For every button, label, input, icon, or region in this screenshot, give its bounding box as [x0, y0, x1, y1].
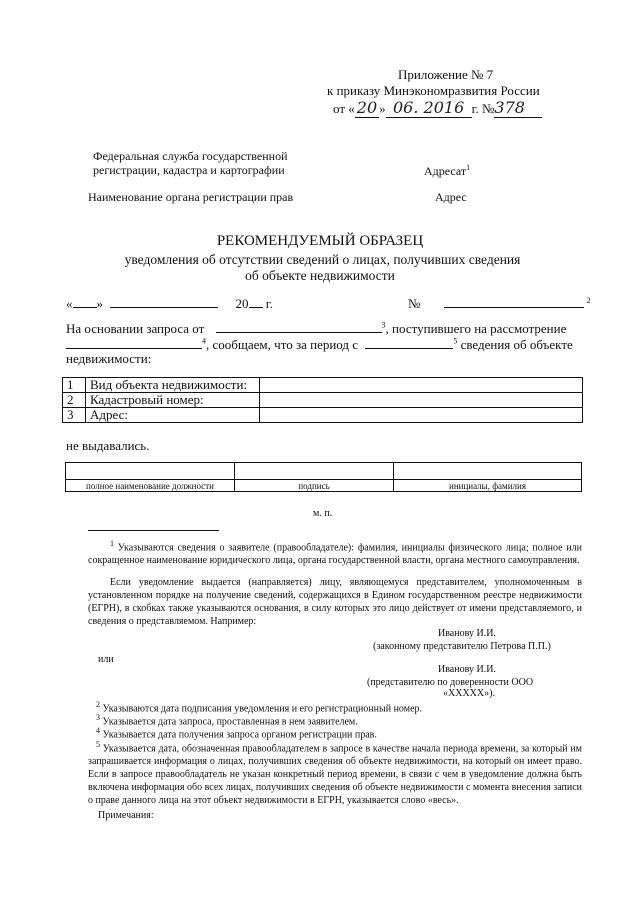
title-sub2: об объекте недвижимости [245, 268, 395, 283]
date-year: 20 [235, 296, 249, 311]
agency-line2: регистрации, кадастра и картографии [93, 163, 285, 177]
appendix-number: 378 [494, 98, 542, 118]
row-number: 2 [63, 393, 86, 408]
footnote-5-sup: 5 [96, 740, 100, 749]
appendix-day: 20 [356, 98, 378, 117]
request-date-blank [216, 320, 382, 333]
addressee-label [424, 163, 470, 179]
example2-note2: «ХХХХХ»). [443, 688, 495, 699]
date-quote-close: » [96, 296, 103, 311]
or-text: или [98, 654, 114, 665]
row-value [260, 393, 583, 408]
name-blank [394, 463, 582, 480]
footnote-1-text: Указываются сведения о заявителе (правообладателе): фамилия, инициалы физического лица; полное или сокращенное наименование юридического лица, органа государственной власти, органа местного самоуправления. [88, 542, 583, 567]
appendix-line2: к приказу Минэкономразвития России [327, 83, 540, 98]
footnote-3-text: Указывается дата запроса, проставленная в нем заявителем. [102, 716, 358, 728]
page-title: РЕКОМЕНДУЕМЫЙ ОБРАЗЕЦ [216, 233, 424, 249]
row-label: Кадастровый номер: [86, 393, 260, 408]
addressee-text: Адресат [424, 164, 467, 178]
number-sign: № [408, 296, 421, 311]
signature-label: подпись [235, 480, 394, 492]
date-quote-open: « [66, 296, 73, 311]
example1-note: (законному представителю Петрова П.П.) [373, 641, 551, 652]
signature-table [65, 462, 582, 492]
body-p2b: сведения об объекте [460, 337, 573, 352]
footnote-3-sup: 3 [96, 713, 100, 722]
row-label: Вид объекта недвижимости: [86, 378, 260, 393]
notes-label: Примечания: [98, 810, 154, 821]
body-line3: недвижимости: [66, 351, 152, 366]
number-line [408, 295, 591, 312]
footnote-1-sup: 1 [110, 539, 114, 548]
name-label: инициалы, фамилия [394, 480, 582, 492]
appendix-line3 [333, 98, 542, 118]
row-value [260, 408, 583, 423]
table-row [63, 408, 583, 423]
date-g: г. [265, 296, 273, 311]
example2-name: Иванову И.И. [438, 664, 496, 675]
row-value [260, 378, 583, 393]
date-month-blank [110, 295, 218, 308]
table-row [63, 393, 583, 408]
body-sup3: 3 [381, 320, 386, 330]
signature-label-row [66, 480, 582, 492]
appendix-ot: от « [333, 101, 355, 116]
appendix-quote-close: » [379, 101, 386, 116]
table-row [63, 378, 583, 393]
position-label: полное наименование должности [66, 480, 235, 492]
footnote-5 [88, 738, 582, 807]
stamp-label: м. п. [313, 508, 333, 519]
agency-line1: Федеральная служба государственной [93, 149, 288, 163]
example2-note1: (представителю по доверенности ООО [367, 677, 534, 688]
address-label: Адрес [435, 190, 467, 204]
not-issued-text: не выдавались. [66, 438, 150, 453]
signature-blank [235, 463, 394, 480]
position-blank [66, 463, 235, 480]
appendix-month-year: 06. 2016 [386, 98, 472, 118]
agency-line3: Наименование органа регистрации прав [88, 190, 294, 204]
appendix-line1: Приложение № 7 [398, 67, 494, 82]
row-number: 1 [63, 378, 86, 393]
date-line [66, 295, 273, 312]
example1-name: Иванову И.И. [438, 628, 496, 639]
addressee-sup: 1 [466, 163, 471, 172]
date-year-blank [249, 295, 263, 308]
footnote-4-text: Указывается дата получения запроса органом регистрации прав. [102, 729, 377, 741]
number-sup: 2 [586, 295, 591, 305]
body-sup4: 4 [202, 336, 206, 346]
title-sub1: уведомления об отсутствии сведений о лицах, получивших сведения [124, 252, 521, 267]
footnote-2-sup: 2 [96, 700, 100, 709]
body-line1 [66, 320, 566, 337]
period-blank [365, 336, 453, 349]
footnote-2-text: Указываются дата подписания уведомления и его регистрационный номер. [102, 703, 423, 715]
date-day-blank [73, 295, 97, 308]
received-date-blank [66, 336, 202, 349]
body-p2a: , сообщаем, что за период с [206, 337, 359, 352]
object-table [62, 377, 583, 423]
row-label: Адрес: [86, 408, 260, 423]
body-p1b: , поступившего на рассмотрение [385, 321, 567, 336]
footnote-1 [88, 537, 582, 567]
footnote-5-text: Указывается дата, обозначенная правообладателем в запросе в качестве начала периода времени, за который им запрашивается информация о лицах, получивших сведения об объекте недвижимости, на который он имеет право. Если в запросе правообладатель не указан конкретный период времени, в связи с чем в уведомление должна быть включена информация обо всех лицах, получивших сведения об объекте недвижимости с момента внесения записи о праве данного лица на этот объект недвижимости в ЕГРН, указывается слово «весь». [88, 743, 583, 807]
footnote-separator [88, 530, 219, 531]
number-blank [444, 295, 584, 308]
row-number: 3 [63, 408, 86, 423]
footnote-4-sup: 4 [96, 726, 100, 735]
footnote-1-continuation: Если уведомление выдается (направляется) лицу, являющемуся представителем, уполномоченным в установленном порядке на получение сведений, содержащихся в Едином государственном реестре недвижимости (ЕГРН), в скобках также указываются основания, в силу которых это лицо действует от имени представляемого, и сведения о представляемом. Например: [88, 577, 582, 627]
body-sup5: 5 [453, 336, 458, 346]
signature-blank-row [66, 463, 582, 480]
body-p1a: На основании запроса от [66, 321, 205, 336]
appendix-g-num: г. № [471, 101, 495, 116]
